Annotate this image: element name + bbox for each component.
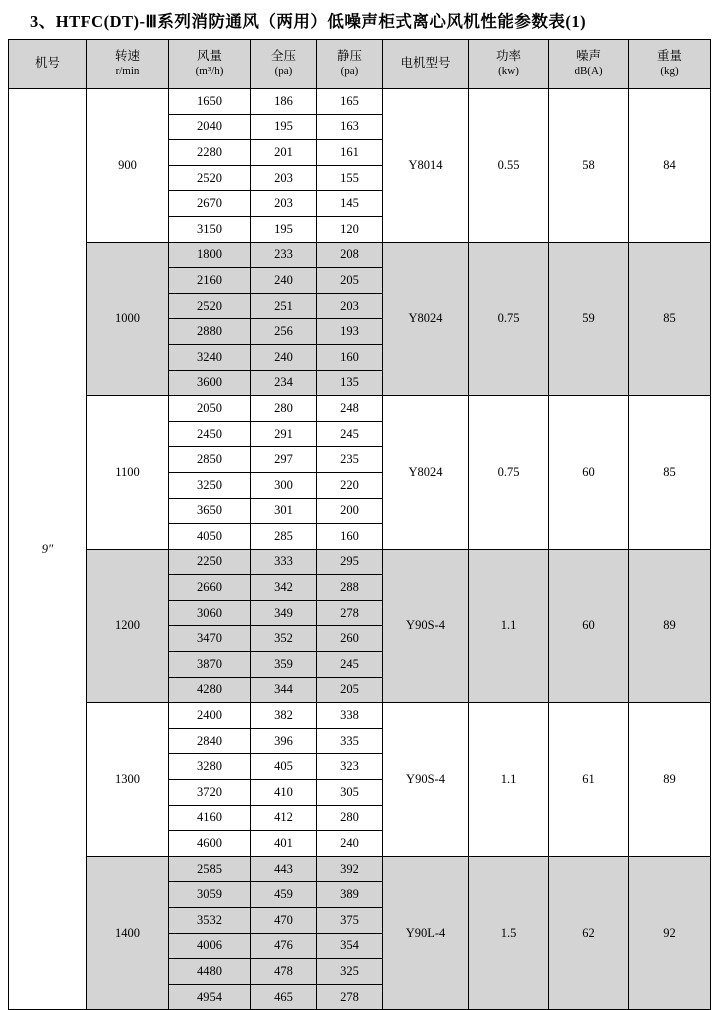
cell-static-pressure: 145 (317, 191, 383, 217)
header-line1: 风量 (196, 49, 222, 64)
cell-static-pressure: 193 (317, 319, 383, 345)
cell-air-volume: 3650 (169, 498, 251, 524)
column-header-power (469, 40, 549, 89)
cell-total-pressure: 478 (251, 959, 317, 985)
cell-total-pressure: 280 (251, 396, 317, 422)
cell-air-volume: 4954 (169, 984, 251, 1010)
performance-parameters-table (8, 39, 711, 1010)
cell-weight: 92 (629, 856, 711, 1010)
cell-weight: 89 (629, 703, 711, 857)
cell-air-volume: 4160 (169, 805, 251, 831)
cell-air-volume: 3870 (169, 652, 251, 678)
cell-noise: 59 (549, 242, 629, 396)
cell-weight: 85 (629, 396, 711, 550)
table-body (9, 89, 711, 1010)
cell-static-pressure: 389 (317, 882, 383, 908)
cell-static-pressure: 392 (317, 856, 383, 882)
cell-weight: 89 (629, 549, 711, 703)
cell-motor-model: Y90S-4 (383, 549, 469, 703)
cell-air-volume: 2280 (169, 140, 251, 166)
header-line2: (pa) (340, 64, 359, 77)
header-line2: (m³/h) (195, 64, 224, 77)
cell-total-pressure: 297 (251, 447, 317, 473)
cell-total-pressure: 465 (251, 984, 317, 1010)
cell-static-pressure: 220 (317, 472, 383, 498)
cell-total-pressure: 300 (251, 472, 317, 498)
table-row (9, 242, 711, 268)
table-row (9, 549, 711, 575)
cell-total-pressure: 352 (251, 626, 317, 652)
column-header-motor-model (383, 40, 469, 89)
cell-static-pressure: 120 (317, 216, 383, 242)
cell-total-pressure: 240 (251, 344, 317, 370)
header-line1: 电机型号 (400, 56, 451, 71)
cell-static-pressure: 200 (317, 498, 383, 524)
cell-air-volume: 2520 (169, 165, 251, 191)
column-header-machine-no (9, 40, 87, 89)
cell-static-pressure: 325 (317, 959, 383, 985)
cell-total-pressure: 401 (251, 831, 317, 857)
cell-speed: 1000 (87, 242, 169, 396)
cell-noise: 60 (549, 396, 629, 550)
cell-air-volume: 3720 (169, 780, 251, 806)
cell-air-volume: 2450 (169, 421, 251, 447)
cell-total-pressure: 201 (251, 140, 317, 166)
table-header-row (9, 40, 711, 89)
cell-static-pressure: 245 (317, 421, 383, 447)
cell-air-volume: 3060 (169, 600, 251, 626)
cell-speed: 900 (87, 89, 169, 243)
cell-total-pressure: 476 (251, 933, 317, 959)
cell-static-pressure: 335 (317, 728, 383, 754)
cell-noise: 58 (549, 89, 629, 243)
cell-total-pressure: 382 (251, 703, 317, 729)
cell-air-volume: 2250 (169, 549, 251, 575)
cell-static-pressure: 375 (317, 908, 383, 934)
page-title: 3、HTFC(DT)-Ⅲ系列消防通风（两用）低噪声柜式离心风机性能参数表(1) (30, 12, 587, 31)
cell-static-pressure: 163 (317, 114, 383, 140)
header-line2: r/min (115, 64, 140, 77)
header-line1: 噪声 (575, 49, 601, 64)
table-row (9, 396, 711, 422)
cell-static-pressure: 260 (317, 626, 383, 652)
cell-air-volume: 2660 (169, 575, 251, 601)
cell-static-pressure: 155 (317, 165, 383, 191)
cell-air-volume: 1650 (169, 89, 251, 115)
cell-air-volume: 1800 (169, 242, 251, 268)
cell-static-pressure: 305 (317, 780, 383, 806)
table-row (9, 89, 711, 115)
cell-air-volume: 4600 (169, 831, 251, 857)
cell-static-pressure: 240 (317, 831, 383, 857)
cell-air-volume: 4006 (169, 933, 251, 959)
cell-air-volume: 2880 (169, 319, 251, 345)
header-line1: 功率 (495, 49, 521, 64)
cell-static-pressure: 205 (317, 677, 383, 703)
cell-power: 0.75 (469, 242, 549, 396)
cell-total-pressure: 203 (251, 191, 317, 217)
cell-total-pressure: 234 (251, 370, 317, 396)
cell-noise: 60 (549, 549, 629, 703)
cell-air-volume: 2840 (169, 728, 251, 754)
cell-air-volume: 2040 (169, 114, 251, 140)
header-line2: (kw) (498, 64, 519, 77)
cell-total-pressure: 256 (251, 319, 317, 345)
cell-motor-model: Y8014 (383, 89, 469, 243)
cell-total-pressure: 344 (251, 677, 317, 703)
cell-speed: 1400 (87, 856, 169, 1010)
cell-air-volume: 2400 (169, 703, 251, 729)
header-line2: (pa) (274, 64, 293, 77)
cell-air-volume: 2050 (169, 396, 251, 422)
cell-noise: 61 (549, 703, 629, 857)
cell-total-pressure: 291 (251, 421, 317, 447)
header-line2: dB(A) (574, 64, 603, 77)
cell-total-pressure: 410 (251, 780, 317, 806)
cell-power: 1.5 (469, 856, 549, 1010)
cell-total-pressure: 233 (251, 242, 317, 268)
cell-static-pressure: 203 (317, 293, 383, 319)
cell-static-pressure: 278 (317, 600, 383, 626)
cell-air-volume: 3240 (169, 344, 251, 370)
cell-air-volume: 3600 (169, 370, 251, 396)
cell-static-pressure: 165 (317, 89, 383, 115)
table-row (9, 703, 711, 729)
cell-static-pressure: 160 (317, 344, 383, 370)
column-header-static-pressure (317, 40, 383, 89)
cell-static-pressure: 135 (317, 370, 383, 396)
cell-total-pressure: 412 (251, 805, 317, 831)
cell-air-volume: 2520 (169, 293, 251, 319)
column-header-weight (629, 40, 711, 89)
cell-air-volume: 2670 (169, 191, 251, 217)
cell-noise: 62 (549, 856, 629, 1010)
cell-static-pressure: 288 (317, 575, 383, 601)
cell-speed: 1300 (87, 703, 169, 857)
cell-power: 0.55 (469, 89, 549, 243)
cell-total-pressure: 285 (251, 524, 317, 550)
cell-air-volume: 2160 (169, 268, 251, 294)
header-line1: 机号 (34, 56, 60, 71)
cell-static-pressure: 208 (317, 242, 383, 268)
cell-static-pressure: 245 (317, 652, 383, 678)
cell-air-volume: 3250 (169, 472, 251, 498)
cell-air-volume: 3280 (169, 754, 251, 780)
cell-total-pressure: 396 (251, 728, 317, 754)
header-line1: 重量 (656, 49, 682, 64)
cell-total-pressure: 443 (251, 856, 317, 882)
cell-total-pressure: 342 (251, 575, 317, 601)
cell-motor-model: Y8024 (383, 396, 469, 550)
header-line2: (kg) (660, 64, 679, 77)
cell-total-pressure: 240 (251, 268, 317, 294)
cell-static-pressure: 295 (317, 549, 383, 575)
cell-static-pressure: 280 (317, 805, 383, 831)
column-header-air-volume (169, 40, 251, 89)
cell-total-pressure: 301 (251, 498, 317, 524)
cell-air-volume: 4050 (169, 524, 251, 550)
cell-air-volume: 3059 (169, 882, 251, 908)
cell-static-pressure: 160 (317, 524, 383, 550)
cell-static-pressure: 235 (317, 447, 383, 473)
column-header-total-pressure (251, 40, 317, 89)
cell-static-pressure: 338 (317, 703, 383, 729)
cell-air-volume: 3532 (169, 908, 251, 934)
cell-static-pressure: 205 (317, 268, 383, 294)
cell-motor-model: Y90S-4 (383, 703, 469, 857)
cell-static-pressure: 248 (317, 396, 383, 422)
cell-static-pressure: 161 (317, 140, 383, 166)
header-line1: 转速 (114, 49, 140, 64)
cell-air-volume: 4480 (169, 959, 251, 985)
cell-air-volume: 2585 (169, 856, 251, 882)
cell-static-pressure: 354 (317, 933, 383, 959)
cell-total-pressure: 359 (251, 652, 317, 678)
cell-air-volume: 4280 (169, 677, 251, 703)
cell-speed: 1200 (87, 549, 169, 703)
cell-motor-model: Y90L-4 (383, 856, 469, 1010)
cell-total-pressure: 349 (251, 600, 317, 626)
cell-total-pressure: 470 (251, 908, 317, 934)
cell-total-pressure: 405 (251, 754, 317, 780)
cell-speed: 1100 (87, 396, 169, 550)
cell-total-pressure: 459 (251, 882, 317, 908)
cell-weight: 84 (629, 89, 711, 243)
cell-machine-no: 9″ (9, 89, 87, 1010)
cell-motor-model: Y8024 (383, 242, 469, 396)
cell-total-pressure: 251 (251, 293, 317, 319)
cell-air-volume: 2850 (169, 447, 251, 473)
cell-weight: 85 (629, 242, 711, 396)
cell-air-volume: 3150 (169, 216, 251, 242)
cell-total-pressure: 333 (251, 549, 317, 575)
cell-total-pressure: 203 (251, 165, 317, 191)
cell-power: 1.1 (469, 549, 549, 703)
cell-total-pressure: 195 (251, 114, 317, 140)
cell-total-pressure: 186 (251, 89, 317, 115)
cell-static-pressure: 323 (317, 754, 383, 780)
column-header-speed (87, 40, 169, 89)
cell-air-volume: 3470 (169, 626, 251, 652)
header-line1: 静压 (336, 49, 362, 64)
column-header-noise (549, 40, 629, 89)
cell-static-pressure: 278 (317, 984, 383, 1010)
header-line1: 全压 (270, 49, 296, 64)
cell-power: 1.1 (469, 703, 549, 857)
cell-power: 0.75 (469, 396, 549, 550)
table-row (9, 856, 711, 882)
cell-total-pressure: 195 (251, 216, 317, 242)
